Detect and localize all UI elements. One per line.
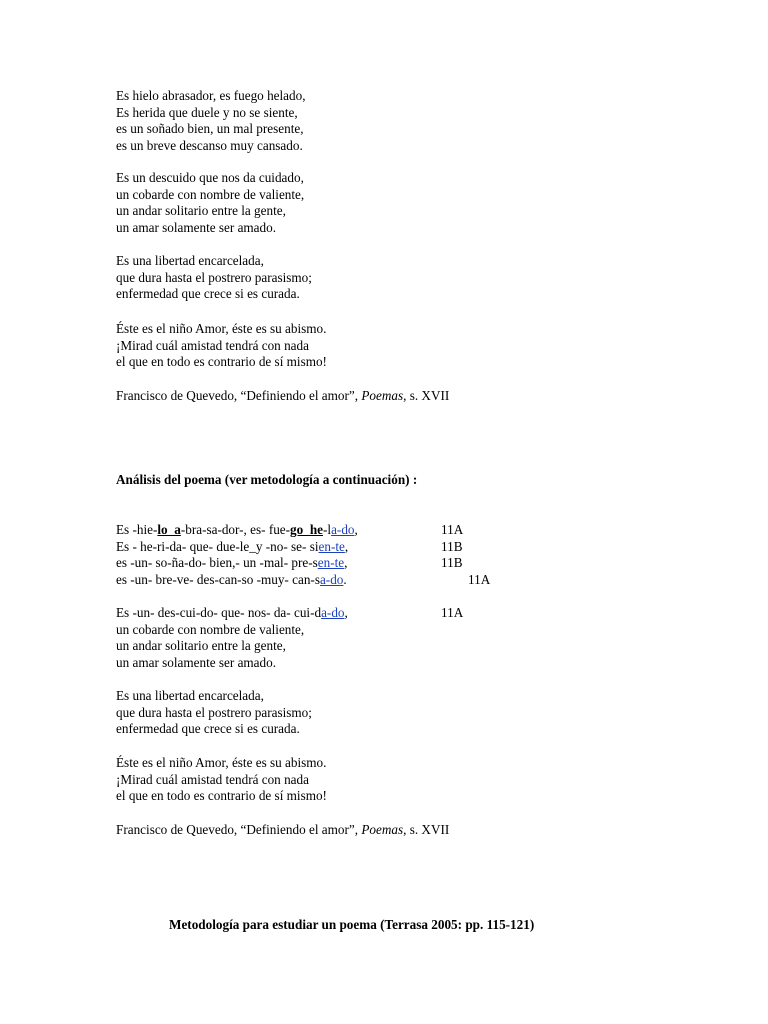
citation-author: Francisco de Quevedo, “Definiendo el amor”, [116, 822, 362, 837]
rhyme-scheme: 11A [441, 522, 464, 537]
synalepha: go_he [290, 522, 324, 537]
rhyme-link[interactable]: en-te [317, 555, 345, 571]
verse: es un breve descanso muy cansado. [116, 137, 303, 153]
poem-stanza-1 [116, 88, 306, 154]
verse: que dura hasta el postrero parasismo; [116, 704, 312, 720]
rhyme-link[interactable]: a-do [331, 522, 355, 537]
analysis-citation [116, 822, 449, 839]
analysis-stanza-4 [116, 755, 327, 805]
verse: un andar solitario entre la gente, [116, 203, 286, 219]
verse: un andar solitario entre la gente, [116, 638, 286, 654]
analysis-heading: Análisis del poema (ver metodología a continuación) : [116, 472, 418, 487]
verse: Éste es el niño Amor, éste es su abismo. [116, 321, 327, 336]
verse: Es una libertad encarcelada, [116, 688, 264, 703]
verse: un cobarde con nombre de valiente, [116, 621, 305, 637]
poem-stanza-3 [116, 253, 312, 303]
verse: el que en todo es contrario de sí mismo! [116, 788, 327, 804]
verse: Es herida que duele y no se siente, [116, 104, 298, 120]
poem-stanza-2 [116, 170, 304, 236]
scanned-verse: es -un- so-ña-do- bien,- un -mal- pre-sen-te, [116, 555, 348, 571]
citation-century: , s. XVII [403, 822, 450, 837]
citation-century: , s. XVII [403, 388, 450, 403]
verse: ¡Mirad cuál amistad tendrá con nada [116, 337, 309, 353]
verse: que dura hasta el postrero parasismo; [116, 269, 312, 285]
citation-work: Poemas [361, 822, 404, 837]
verse: un amar solamente ser amado. [116, 219, 277, 235]
scanned-verse: Es -hie-lo_a-bra-sa-dor-, es- fue-go_he-la-do, [116, 522, 358, 537]
rhyme-link[interactable]: en-te [318, 538, 345, 554]
verse: Es una libertad encarcelada, [116, 253, 264, 268]
verse: es un soñado bien, un mal presente, [116, 121, 304, 137]
verse: un cobarde con nombre de valiente, [116, 186, 305, 202]
verse: el que en todo es contrario de sí mismo! [116, 354, 327, 370]
rhyme-scheme: 11B [441, 555, 463, 571]
scanned-stanza-1 [116, 522, 358, 588]
poem-citation [116, 388, 449, 405]
verse: enfermedad que crece si es curada. [116, 286, 300, 302]
verse: enfermedad que crece si es curada. [116, 721, 300, 737]
analysis-stanza-3 [116, 688, 312, 738]
citation-author: Francisco de Quevedo, “Definiendo el amor”, [116, 388, 362, 403]
verse: Éste es el niño Amor, éste es su abismo. [116, 755, 327, 770]
citation-work: Poemas [361, 388, 404, 403]
rhyme-scheme: 11B [441, 538, 463, 554]
rhyme-scheme: 11A [441, 605, 464, 620]
verse: ¡Mirad cuál amistad tendrá con nada [116, 771, 309, 787]
scanned-verse: es -un- bre-ve- des-can-so -muy- can-sa-do. [116, 571, 347, 587]
rhyme-link[interactable]: a-do [319, 571, 344, 587]
synalepha: lo_a [157, 522, 181, 537]
rhyme-link[interactable]: a-do [321, 605, 345, 620]
rhyme-scheme: 11A [468, 571, 491, 587]
scanned-verse: Es - he-ri-da- que- due-le_y -no- se- sien-te, [116, 538, 349, 554]
verse: un amar solamente ser amado. [116, 654, 277, 670]
scanned-stanza-2 [116, 605, 348, 671]
scanned-verse: Es -un- des-cui-do- que- nos- da- cui-da-do, [116, 605, 348, 620]
poem-stanza-4 [116, 321, 327, 371]
methodology-heading: Metodología para estudiar un poema (Terrasa 2005: pp. 115-121) [169, 917, 535, 932]
verse: Es hielo abrasador, es fuego helado, [116, 88, 306, 103]
verse: Es un descuido que nos da cuidado, [116, 170, 304, 185]
